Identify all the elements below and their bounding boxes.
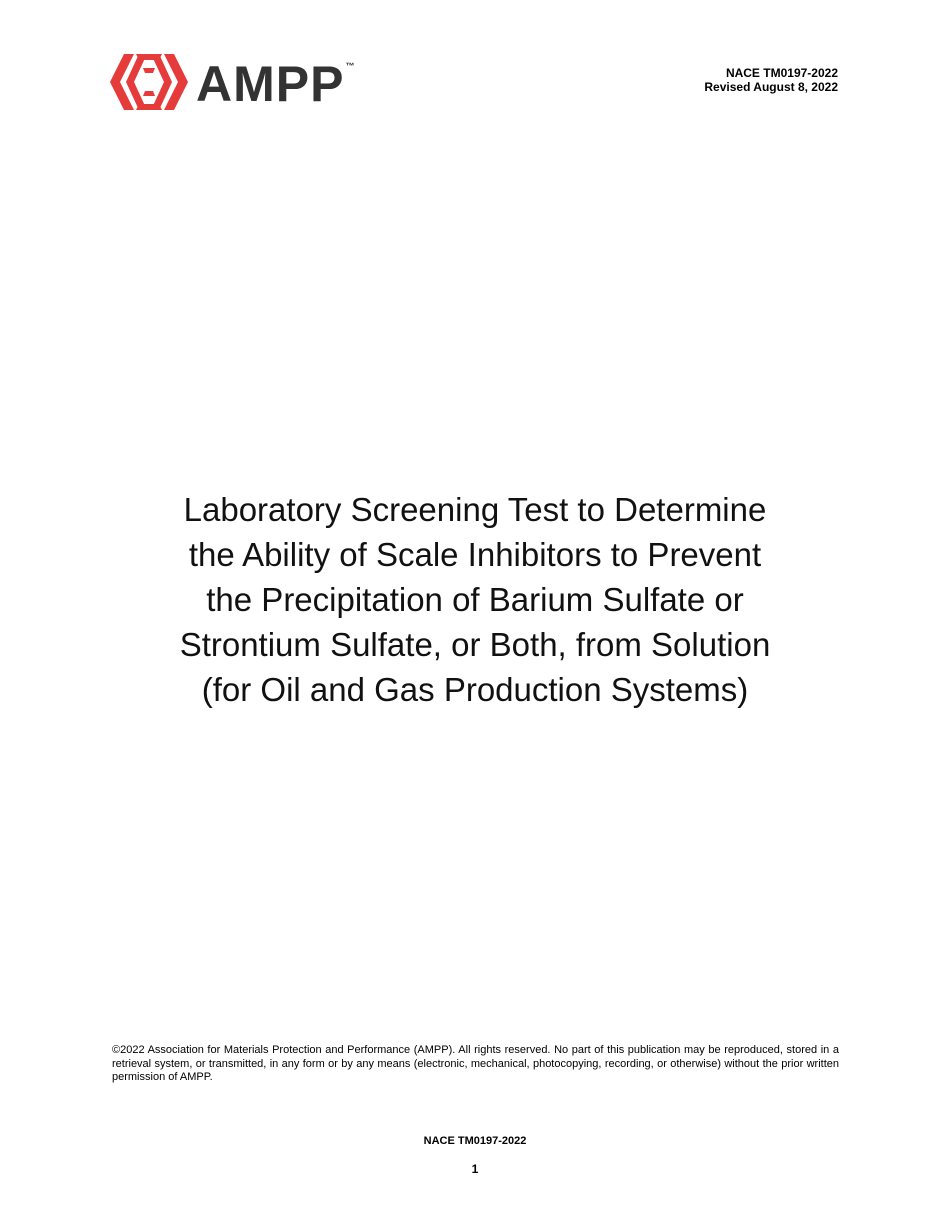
title-line: the Ability of Scale Inhibitors to Prevent [188,536,762,573]
title-line: the Precipitation of Barium Sulfate or [206,581,744,618]
page-number: 1 [471,1162,479,1176]
title-line: (for Oil and Gas Production Systems) [201,671,749,708]
header-doc-number: NACE TM0197-2022 [725,66,838,80]
logo-trademark: ™ [345,61,355,71]
document-title [100,487,850,712]
copyright-notice: ©2022 Association for Materials Protection and Performance (AMPP). All rights reserved. No part of this publication may be reproduced, stored in a retrieval system, or transmitted, in any form or by any means (electronic, mechanical, photocopying, recording, or otherwise) without the prior written permission of AMPP. [112,1044,839,1083]
ampp-hexagon-logo-icon [110,50,188,114]
header-revision-date: Revised August 8, 2022 [704,80,838,94]
footer-doc-number: NACE TM0197-2022 [423,1135,527,1147]
ampp-logo [110,50,354,114]
document-info [704,66,838,94]
title-line: Strontium Sulfate, or Both, from Solution [179,626,771,663]
title-line: Laboratory Screening Test to Determine [183,491,767,528]
logo-wordmark: AMPP [196,56,345,112]
